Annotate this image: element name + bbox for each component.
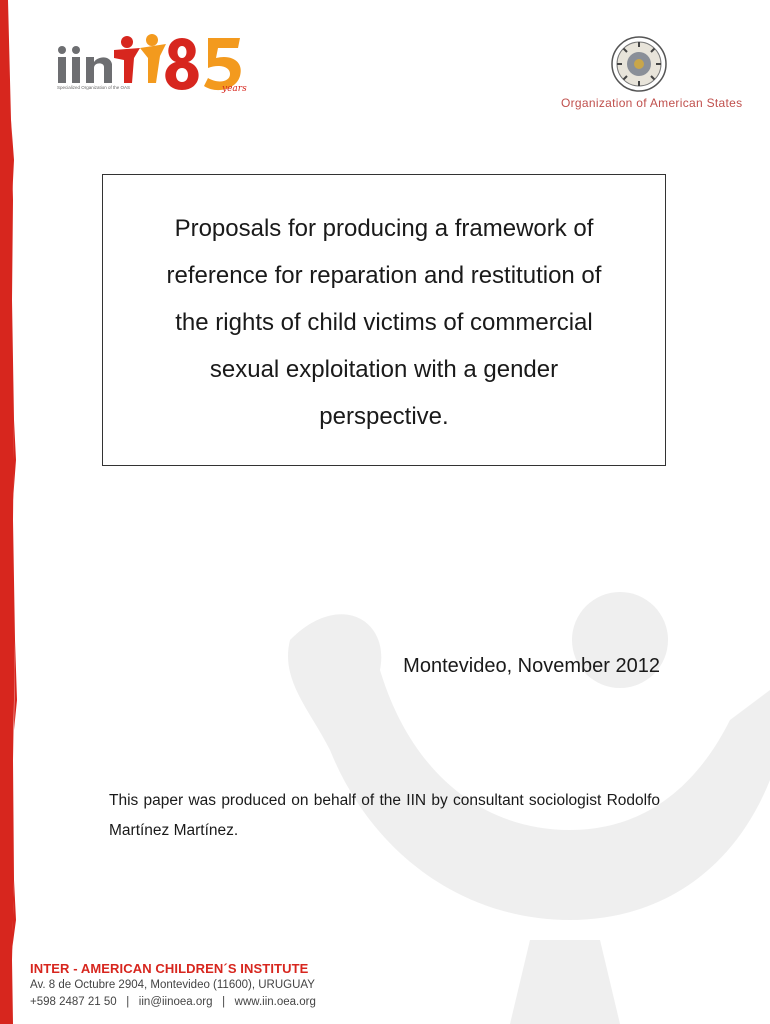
title-line: the rights of child victims of commercial <box>175 309 593 336</box>
iin-years-label: years <box>222 84 247 94</box>
document-title <box>121 205 647 440</box>
iin-subtitle: Specialized Organization of the OAS <box>57 85 131 90</box>
title-line: Proposals for producing a framework of <box>174 215 594 242</box>
oas-name: Organization of American States <box>561 96 743 110</box>
credit-paragraph: This paper was produced on behalf of the IIN by consultant sociologist Rodolfo Martínez Martínez. <box>109 792 660 839</box>
title-line: reference for reparation and restitution of <box>166 262 602 289</box>
red-edge-decoration <box>0 0 22 1024</box>
date-line: Montevideo, November 2012 <box>403 655 660 677</box>
title-line: sexual exploitation with a gender <box>209 356 559 383</box>
footer-address: Av. 8 de Octubre 2904, Montevideo (11600), URUGUAY <box>30 979 315 991</box>
oas-seal-icon <box>611 36 667 92</box>
title-box <box>102 174 666 466</box>
footer-contact: +598 2487 21 50 | iin@iinoea.org | www.iin.oea.org <box>30 996 316 1008</box>
title-line: perspective. <box>319 403 449 430</box>
footer-org-name: INTER - AMERICAN CHILDREN´S INSTITUTE <box>30 961 309 976</box>
